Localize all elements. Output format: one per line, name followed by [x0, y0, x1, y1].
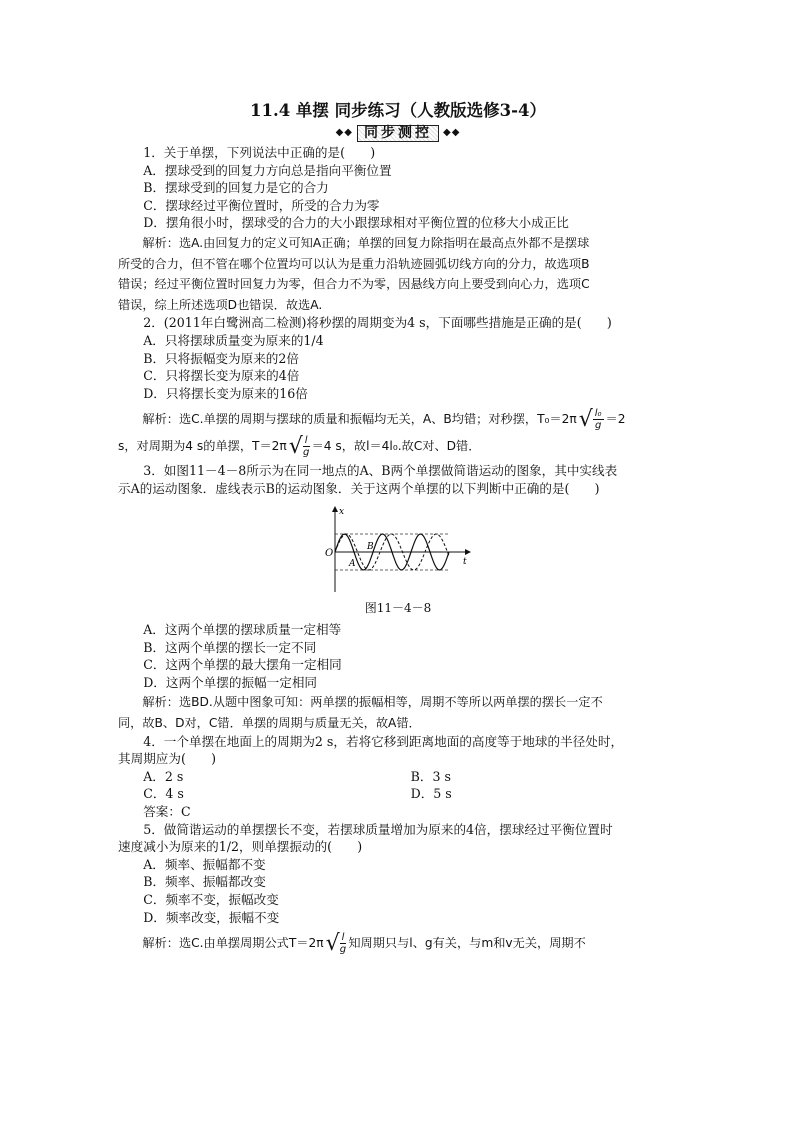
q5-option-a: A．频率、振幅都不变: [143, 856, 266, 872]
t-axis-label: t: [463, 556, 467, 567]
figure-caption: 图11－4－8: [364, 600, 432, 615]
q4-option-c: C．4 s: [143, 786, 184, 802]
q1-analysis-line-1: 解析：选A.由回复力的定义可知A正确；单摆的回复力除指明在最高点外都不是摆球: [142, 235, 590, 250]
q3-option-a: A．这两个单摆的摆球质量一定相等: [143, 622, 342, 638]
q5-option-b: B．频率、振幅都改变: [143, 874, 266, 890]
q4-option-b: B．3 s: [410, 768, 451, 784]
banner-left-ornament: ◆◆: [335, 127, 353, 139]
q5-option-d: D．频率改变，振幅不变: [143, 909, 280, 925]
sqrt-sign-icon: √: [288, 433, 303, 459]
sqrt-sign-icon: √: [325, 930, 340, 956]
q4-options-row-1: [118, 768, 678, 786]
q3-option-b: B．这两个单摆的摆长一定不同: [143, 639, 317, 655]
q1-option-b: B．摆球受到的回复力是它的合力: [143, 180, 329, 196]
q2-sqrt1-denominator: g: [594, 420, 602, 432]
q2-sqrt2-numerator: l: [304, 435, 308, 447]
q5-sqrt-numerator: l: [341, 932, 345, 944]
q2-sqrt2-denominator: g: [302, 447, 310, 459]
q5-analysis-line-1: [118, 932, 678, 955]
q3-stem-line-2: 示A的运动图象．虚线表示B的运动图象．关于这两个单摆的以下判断中正确的是( ): [118, 480, 600, 496]
q2-analysis-text-b: s，对周期为4 s的单摆，T＝2π: [118, 439, 287, 454]
section-banner: [118, 124, 678, 142]
q4-options-row-2: [118, 785, 678, 803]
q1-analysis-line-4: 错误，综上所述选项D也错误．故选A.: [118, 297, 323, 312]
page-title: 11.4 单摆 同步练习（人教版选修3-4）: [250, 101, 546, 120]
x-axis-arrow-icon: [332, 506, 338, 512]
q2-option-a: A．只将摆球质量变为原来的1/4: [143, 332, 324, 348]
q5-sqrt-denominator: g: [339, 944, 347, 956]
q4-stem-line-2: 其周期应为( ): [118, 751, 216, 767]
q2-sqrt1-numerator: l₀: [594, 408, 602, 420]
sqrt-sign-icon: √: [578, 406, 593, 432]
q2-option-d: D．只将摆长变为原来的16倍: [143, 385, 308, 401]
q5-analysis-text-end: 知周期只与l、g有关，与m和v无关，周期不: [348, 935, 586, 950]
q4-stem-line-1: 4．一个单摆在地面上的周期为2 s，若将它移到距离地面的高度等于地球的半径处时，: [143, 733, 624, 749]
banner-label: 同步测控: [357, 125, 439, 142]
q2-analysis-line-1: [118, 408, 678, 431]
q5-stem-line-1: 5．做简谐运动的单摆摆长不变，若摆球质量增加为原来的4倍，摆球经过平衡位置时: [143, 821, 613, 837]
q2-analysis-text-a: 解析：选C.单摆的周期与摆球的质量和振幅均无关，A、B均错；对秒摆，T₀＝2π: [142, 412, 577, 427]
q1-option-a: A．摆球受到的回复力方向总是指向平衡位置: [143, 162, 392, 178]
x-axis-label: x: [339, 506, 345, 517]
q2-analysis-line-2: [118, 435, 678, 458]
q3-analysis-line-1: 解析：选BD.从题中图象可知：两单摆的振幅相等，周期不等所以两单摆的摆长一定不: [142, 695, 603, 710]
q5-option-c: C．频率不变，振幅改变: [143, 892, 279, 907]
banner-right-ornament: ◆◆: [443, 127, 461, 139]
q1-stem: 1．关于单摆，下列说法中正确的是( ): [143, 145, 376, 160]
curve-b-label: B: [367, 541, 374, 552]
q2-option-b: B．只将振幅变为原来的2倍: [143, 350, 299, 366]
q2-analysis-text-b-end: ＝4 s，故l＝4l₀.故C对、D错．: [311, 439, 481, 454]
q2-option-c: C．只将摆长变为原来的4倍: [143, 368, 300, 384]
origin-label: O: [325, 547, 334, 559]
q2-analysis-text-a-end: ＝2: [605, 412, 626, 427]
q3-analysis-line-2: 同，故B、D对，C错．单摆的周期与质量无关，故A错．: [118, 716, 421, 731]
curve-a-label: A: [349, 558, 356, 569]
q3-option-c: C．这两个单摆的最大摆角一定相同: [143, 657, 342, 673]
q5-sqrt-formula: [326, 932, 347, 955]
document-page: [118, 100, 678, 955]
q3-stem-line-1: 3．如图11－4－8所示为在同一地点的A、B两个单摆做简谐运动的图象，其中实线表: [143, 463, 618, 479]
q1-option-d: D．摆角很小时，摆球受的合力的大小跟摆球相对平衡位置的位移大小成正比: [143, 215, 569, 231]
q2-sqrt-formula-1: [579, 408, 604, 431]
q5-analysis-text-start: 解析：选C.由单摆周期公式T＝2π: [142, 935, 324, 950]
shm-graph: [323, 504, 473, 596]
q1-option-c: C．摆球经过平衡位置时，所受的合力为零: [143, 197, 380, 213]
figure-11-4-8: [118, 504, 678, 618]
q4-answer: 答案：C: [143, 804, 191, 820]
q3-option-d: D．这两个单摆的振幅一定相同: [143, 674, 318, 690]
q1-analysis-line-2: 所受的合力，但不管在哪个位置均可以认为是重力沿轨迹圆弧切线方向的分力，故选项B: [118, 256, 590, 271]
q2-sqrt-formula-2: [289, 435, 310, 458]
q1-analysis-line-3: 错误；经过平衡位置时回复力为零，但合力不为零，因悬线方向上要受到向心力，选项C: [118, 277, 590, 292]
t-axis-arrow-icon: [465, 549, 471, 555]
q2-stem: 2．(2011年白鹭洲高二检测)将秒摆的周期变为4 s，下面哪些措施是正确的是( ): [143, 315, 612, 331]
q4-option-a: A．2 s: [143, 768, 184, 784]
q5-stem-line-2: 速度减小为原来的1/2，则单摆振动的( ): [118, 839, 363, 855]
q4-option-d: D．5 s: [410, 786, 452, 802]
